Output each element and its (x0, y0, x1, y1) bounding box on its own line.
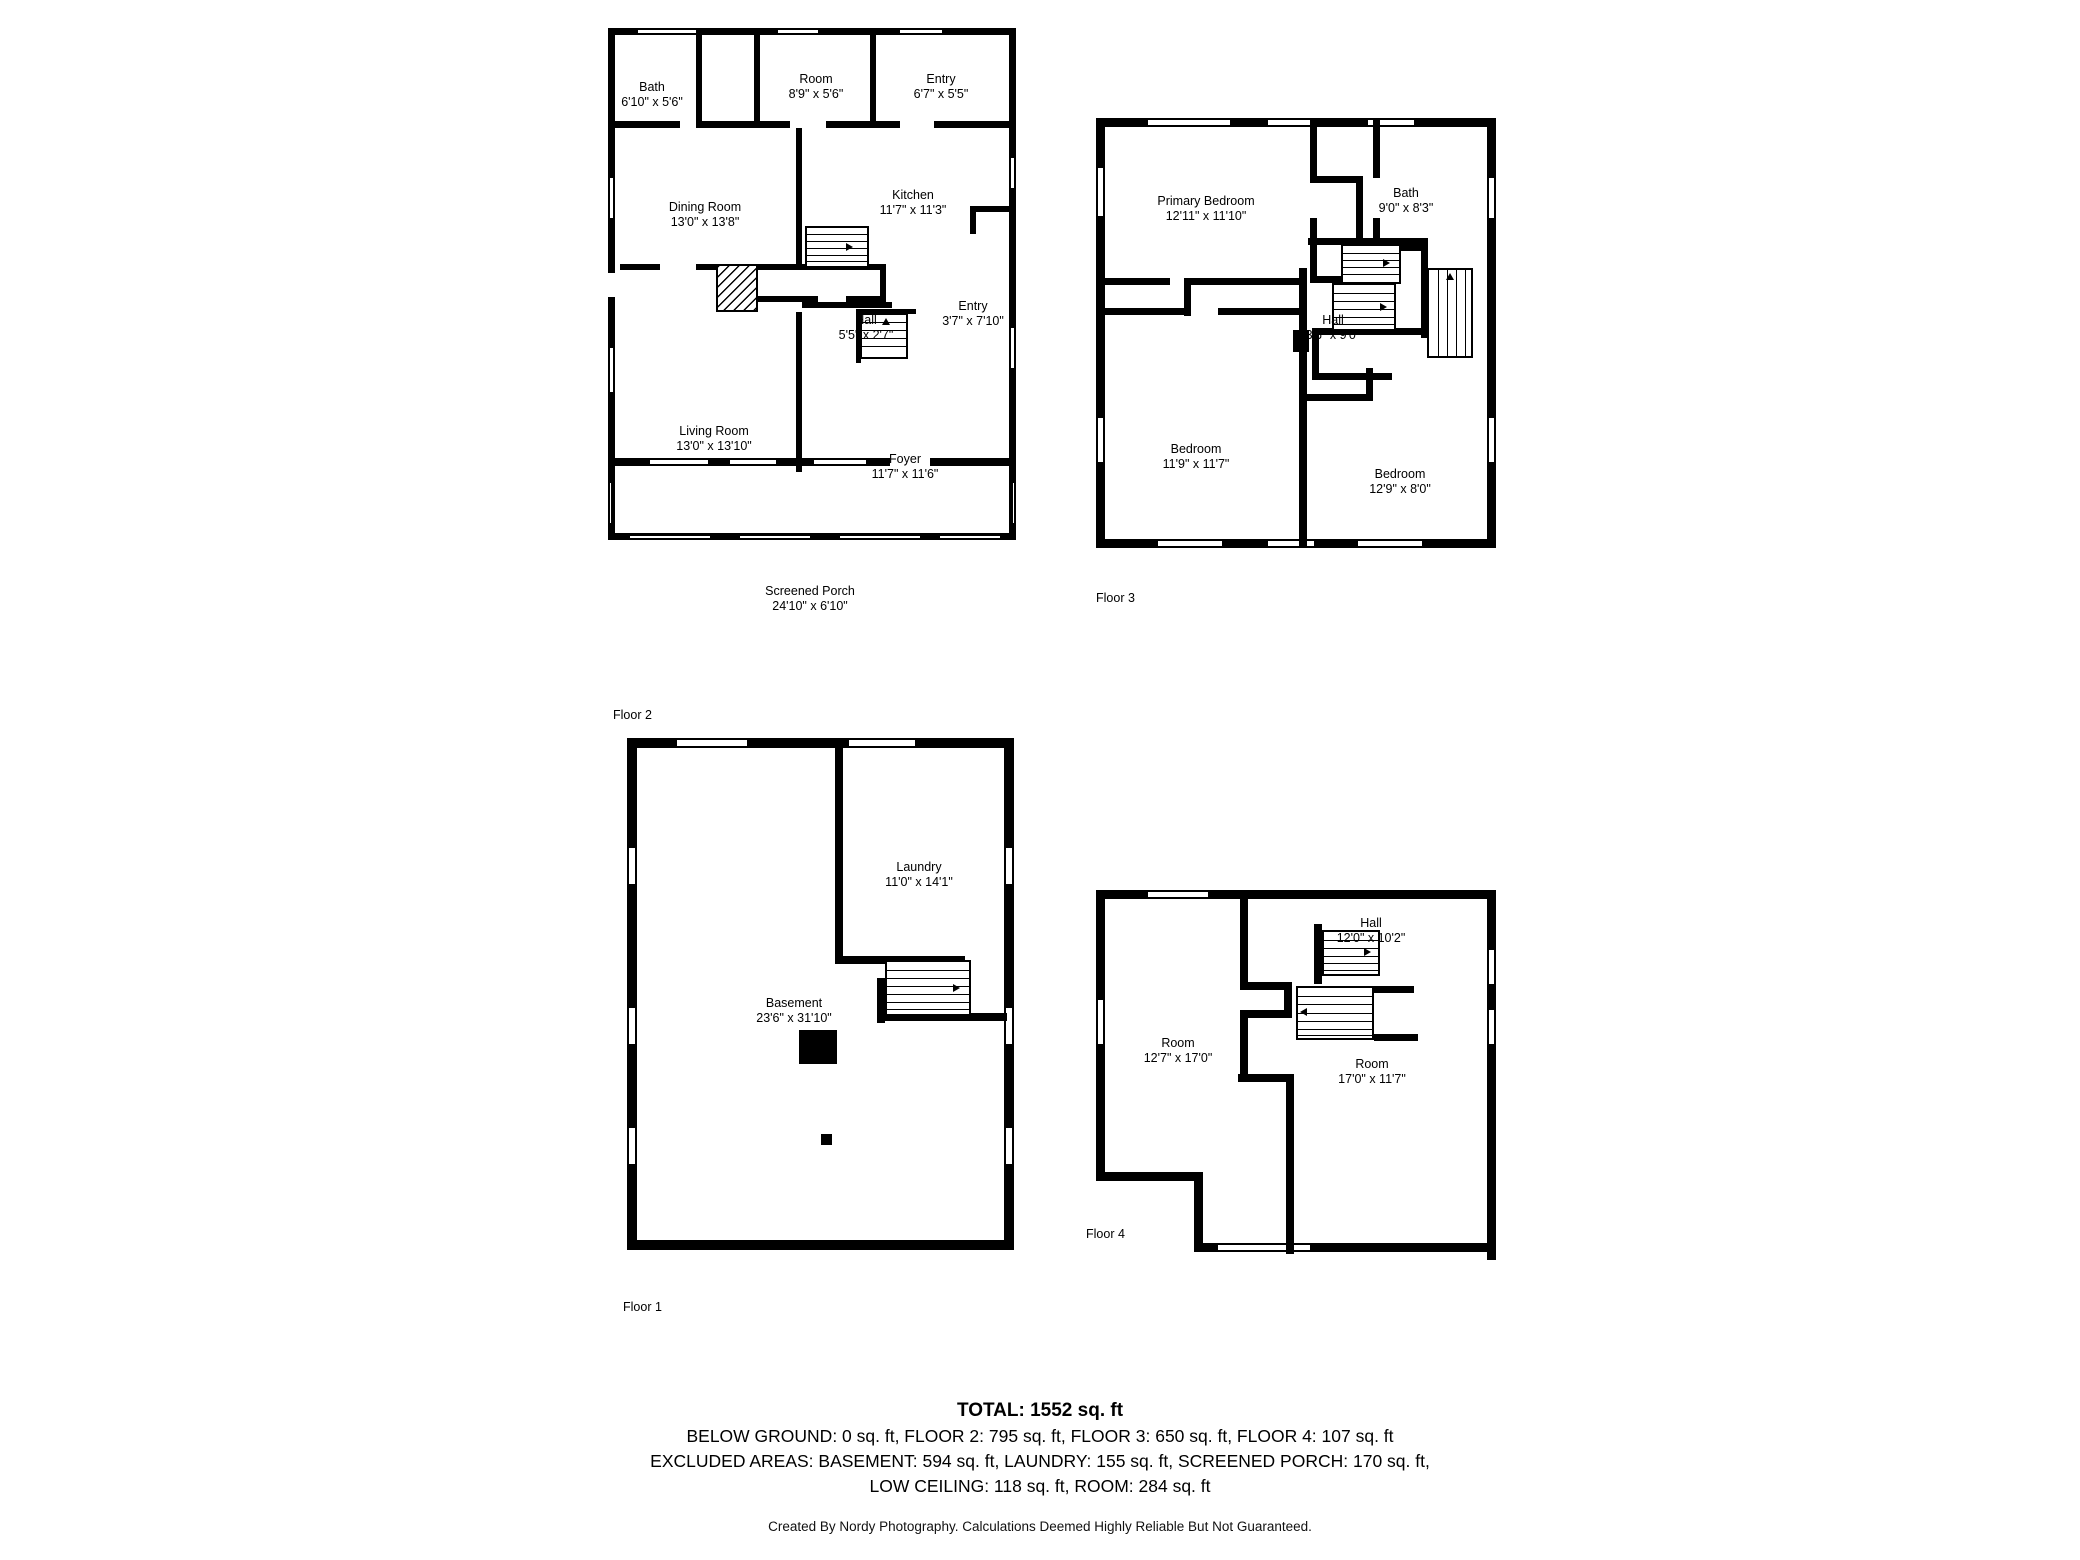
floor-label-4: Floor 4 (1086, 1227, 1125, 1241)
room-label: Foyer 11'7" x 11'6" (871, 452, 939, 481)
room-label: Bedroom 11'9" x 11'7" (1162, 442, 1230, 471)
room-label: Room 8'9" x 5'6" (788, 72, 844, 101)
room-label: Laundry 11'0" x 14'1" (885, 860, 953, 889)
excluded-areas-line-1: EXCLUDED AREAS: BASEMENT: 594 sq. ft, LAUNDRY: 155 sq. ft, SCREENED PORCH: 170 sq. ft, (650, 1451, 1430, 1471)
room-label: Hall 12'0" x 10'2" (1336, 916, 1406, 945)
floor-label-1: Floor 1 (623, 1300, 662, 1314)
floor-label-2: Floor 2 (613, 708, 652, 722)
excluded-areas-line-2: LOW CEILING: 118 sq. ft, ROOM: 284 sq. ft (869, 1476, 1211, 1496)
total-area: TOTAL: 1552 sq. ft (956, 1400, 1124, 1421)
floorplan-floor-1 (623, 738, 1017, 1314)
room-label: Kitchen 11'7" x 11'3" (879, 188, 947, 217)
room-label: Dining Room 13'0" x 13'8" (668, 200, 742, 229)
area-breakdown-line-1: BELOW GROUND: 0 sq. ft, FLOOR 2: 795 sq. ft, FLOOR 3: 650 sq. ft, FLOOR 4: 107 sq. ft (686, 1426, 1394, 1446)
room-label: Living Room 13'0" x 13'10" (676, 424, 752, 453)
room-label: Hall 5'5" x 2'7" (838, 313, 894, 342)
floorplan-floor-4 (1088, 890, 1508, 1270)
stair-floor4-lower (1296, 986, 1374, 1040)
floorplan-floor-2 (600, 28, 1020, 722)
credit-text: Created By Nordy Photography. Calculations Deemed Highly Reliable But Not Guaranteed. (768, 1519, 1312, 1534)
room-label: Room 12'7" x 17'0" (1143, 1036, 1213, 1065)
room-label: Bath 9'0" x 8'3" (1378, 186, 1434, 215)
floorplan-floor-3 (1088, 118, 1508, 618)
room-label: Entry 3'7" x 7'10" (942, 299, 1004, 328)
stair-kitchen (805, 226, 869, 268)
equipment-block (799, 1030, 837, 1064)
room-label: Entry 6'7" x 5'5" (913, 72, 969, 101)
room-label: Room 17'0" x 11'7" (1338, 1057, 1406, 1086)
room-label: Primary Bedroom 12'11" x 11'10" (1157, 194, 1255, 223)
room-label: Bath 6'10" x 5'6" (621, 80, 683, 109)
room-label: Bedroom 12'9" x 8'0" (1369, 467, 1431, 496)
room-label: Screened Porch 24'10" x 6'10" (765, 584, 855, 613)
room-label: Hall 3'6" x 9'0" (1305, 313, 1361, 342)
stair-floor3-upper (1341, 244, 1401, 284)
equipment-post (821, 1134, 832, 1145)
summary-footer (0, 1398, 2080, 1537)
room-label: Basement 23'6" x 31'10" (756, 996, 832, 1025)
floor-label-3: Floor 3 (1096, 591, 1135, 605)
stair-floor3-right (1427, 268, 1473, 358)
